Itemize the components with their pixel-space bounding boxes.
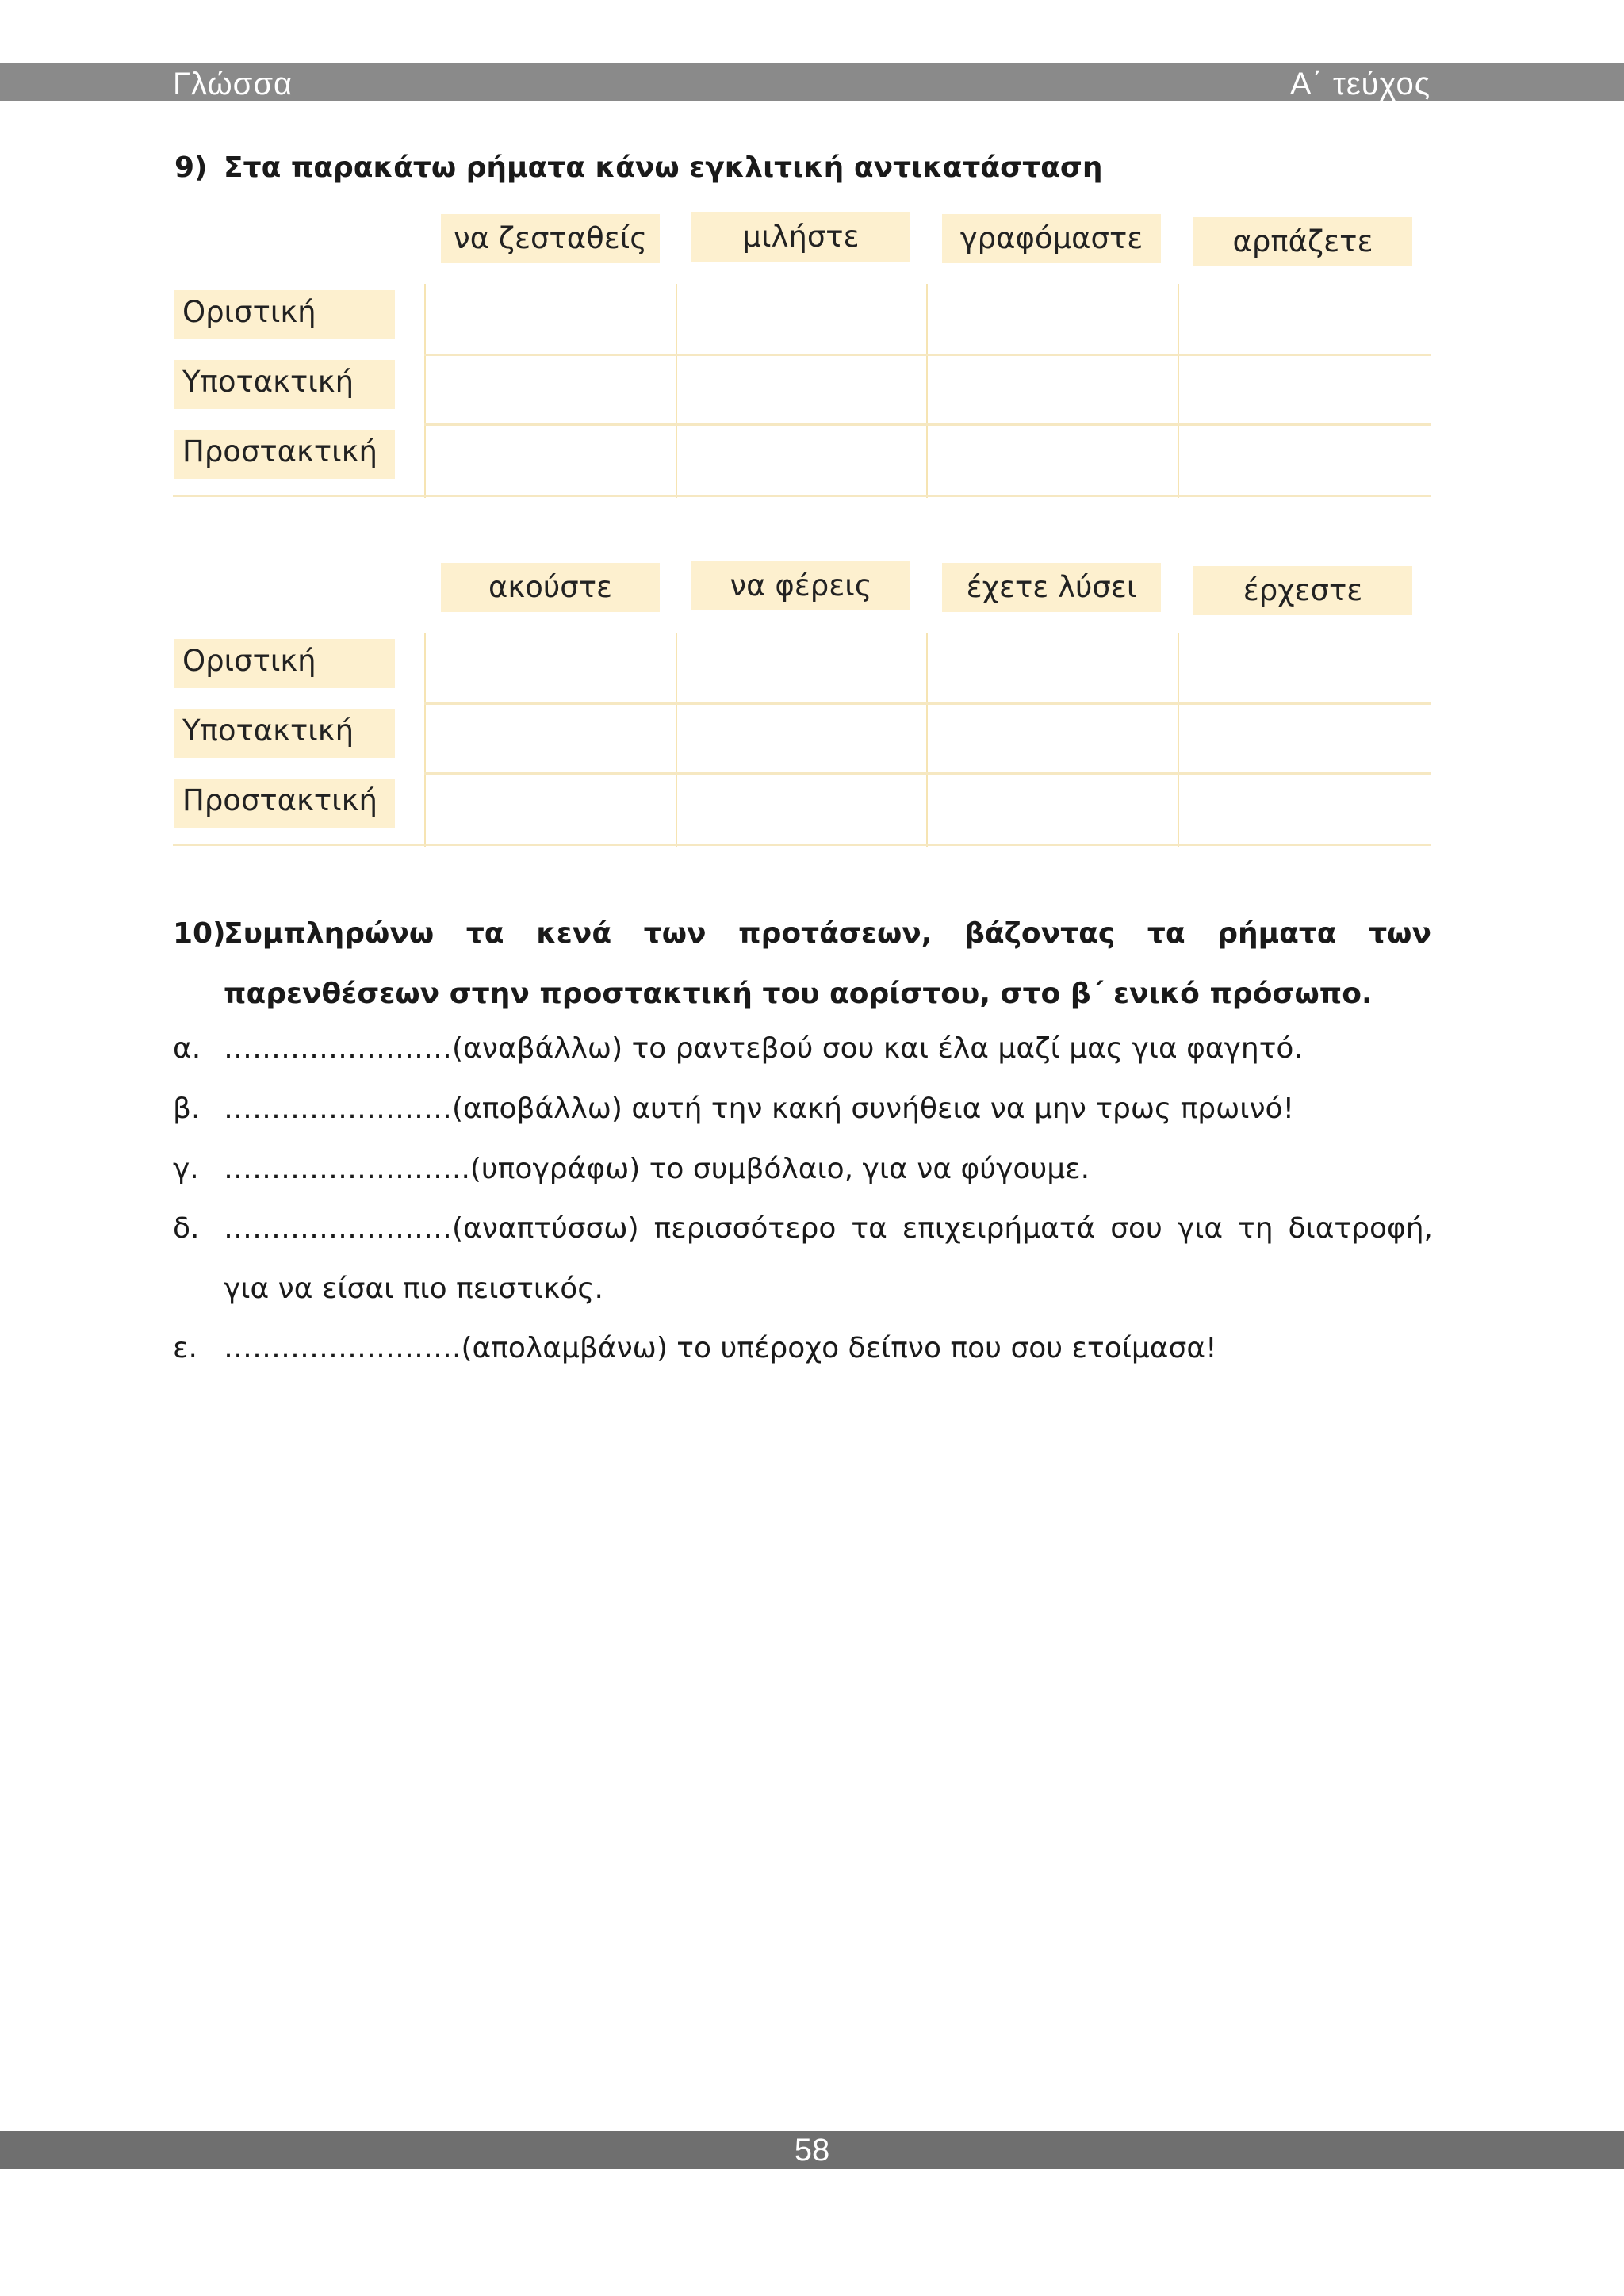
conjugation-table-1 [173, 212, 1431, 499]
table-divider [676, 633, 677, 847]
exercise-item-text: ……………………(αναπτύσσω) περισσότερο τα επιχειρήματά σου για τη διατροφή, για να είσαι πιο πειστικός. [224, 1212, 1433, 1305]
table-divider [424, 423, 1431, 426]
table1-column-header: να ζεσταθείς [441, 214, 660, 263]
table2-row-label: Οριστική [174, 639, 395, 688]
table-divider [424, 633, 426, 847]
conjugation-table-2 [173, 561, 1431, 848]
table2-column-header: έρχεστε [1193, 566, 1412, 615]
table-divider [926, 284, 928, 498]
table-divider [173, 495, 1431, 497]
exercise-item-letter: β. [173, 1093, 201, 1125]
table1-row-label: Προστακτική [174, 430, 395, 479]
table-divider [1178, 633, 1179, 847]
exercise-item-text: …………………….(απολαμβάνω) το υπέροχο δείπνο που σου ετοίμασα! [224, 1332, 1217, 1364]
exercise-item-letter: γ. [173, 1153, 199, 1185]
table1-column-header: γραφόμαστε [942, 214, 1161, 263]
table-divider [424, 702, 1431, 705]
table1-column-header: αρπάζετε [1193, 217, 1412, 266]
table1-column-header: μιλήστε [691, 212, 910, 262]
table-divider [424, 354, 1431, 356]
table-divider [1178, 284, 1179, 498]
question-10-text: Συμπληρώνω τα κενά των προτάσεων, βάζοντας τα ρήματα των παρενθέσεων στην προστακτική του αορίστου, στο β΄ ενικό πρόσωπο. [224, 917, 1431, 1010]
exercise-item-letter: α. [173, 1032, 201, 1065]
question-10-number: 10) [173, 917, 226, 950]
table-divider [424, 284, 426, 498]
table-divider [676, 284, 677, 498]
header-subject: Γλώσσα [173, 67, 293, 101]
table-divider [424, 772, 1431, 775]
footer-bar [0, 2131, 1624, 2169]
exercise-item-letter: ε. [173, 1332, 197, 1364]
exercise-item-text: ……………………(αποβάλλω) αυτή την κακή συνήθεια να μην τρως πρωινό! [224, 1093, 1295, 1125]
table2-row-label: Υποτακτική [174, 709, 395, 758]
table2-column-header: έχετε λύσει [942, 563, 1161, 612]
page-number: 58 [794, 2133, 830, 2168]
table1-row-label: Οριστική [174, 290, 395, 339]
exercise-item-text: ……………………..(υπογράφω) το συμβόλαιο, για να φύγουμε. [224, 1153, 1090, 1185]
exercise-item-letter: δ. [173, 1212, 200, 1245]
exercise-item-text: ……………………(αναβάλλω) το ραντεβού σου και έλα μαζί μας για φαγητό. [224, 1032, 1303, 1065]
table2-row-label: Προστακτική [174, 779, 395, 828]
question-9-number: 9) [174, 151, 208, 184]
table2-column-header: να φέρεις [691, 561, 910, 610]
header-volume: Α΄ τεύχος [1289, 67, 1431, 101]
table-divider [926, 633, 928, 847]
table-divider [173, 844, 1431, 846]
question-9-text: Στα παρακάτω ρήματα κάνω εγκλιτική αντικατάσταση [224, 151, 1103, 184]
header-bar [0, 63, 1624, 101]
table2-column-header: ακούστε [441, 563, 660, 612]
table1-row-label: Υποτακτική [174, 360, 395, 409]
